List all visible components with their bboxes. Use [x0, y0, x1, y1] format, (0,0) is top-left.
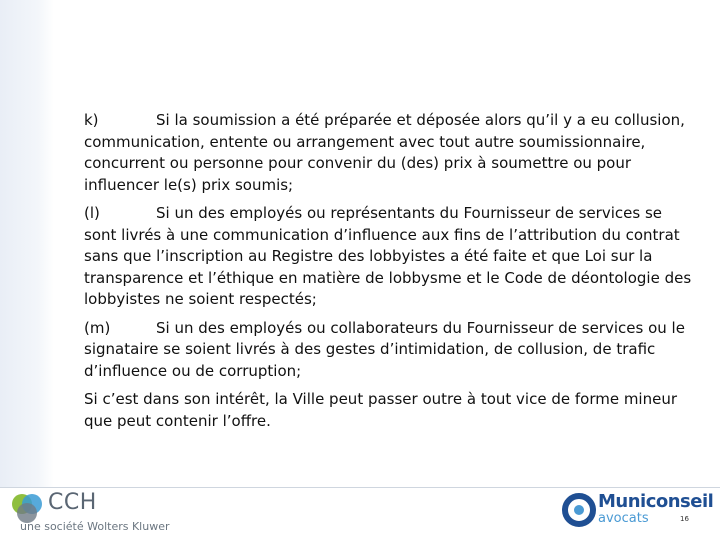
clause-marker: k) — [84, 111, 99, 129]
left-decorative-band — [0, 0, 54, 487]
clause-m — [84, 318, 696, 383]
municonseil-logo — [562, 491, 712, 535]
municonseil-wordmark: Municonseil — [598, 491, 714, 512]
cch-tagline: une société Wolters Kluwer — [20, 520, 170, 533]
clause-marker: (m) — [84, 318, 111, 337]
clause-text: Si un des employés ou représentants du Fournisseur de services se sont livrés à une communication d’influence aux fins de l’attribution du contrat sans que l’inscription au Registre des lobbyistes a été faite et que Loi sur la transparence et l’éthique en matière de lobbysme et le Code de déontologie des lobbyistes ne soient respectés; — [84, 204, 692, 308]
clause-k — [84, 110, 696, 196]
footer-divider — [0, 487, 720, 488]
clause-text: Si un des employés ou collaborateurs du Fournisseur de services ou le signataire se soient livrés à des gestes d’intimidation, de collusion, de trafic d’influence ou de corruption; — [84, 318, 685, 380]
clause-text: Si la soumission a été préparée et déposée alors qu’il y a eu collusion, communication, entente ou arrangement avec tout autre soumissionnaire, concurrent ou personne pour convenir du (des) prix à soumettre ou pour influencer le(s) prix soumis; — [84, 111, 685, 194]
page-number: 16 — [680, 515, 689, 523]
municonseil-ring-icon — [562, 493, 596, 527]
closing-paragraph: Si c’est dans son intérêt, la Ville peut passer outre à tout vice de forme mineur que peut contenir l’offre. — [84, 390, 678, 430]
cch-logo — [6, 490, 226, 538]
municonseil-subtitle: avocats — [598, 511, 649, 526]
clause-marker: (l) — [84, 204, 100, 222]
clause-l — [84, 203, 696, 311]
cch-wordmark: CCH — [48, 490, 97, 515]
document-body — [84, 110, 696, 439]
